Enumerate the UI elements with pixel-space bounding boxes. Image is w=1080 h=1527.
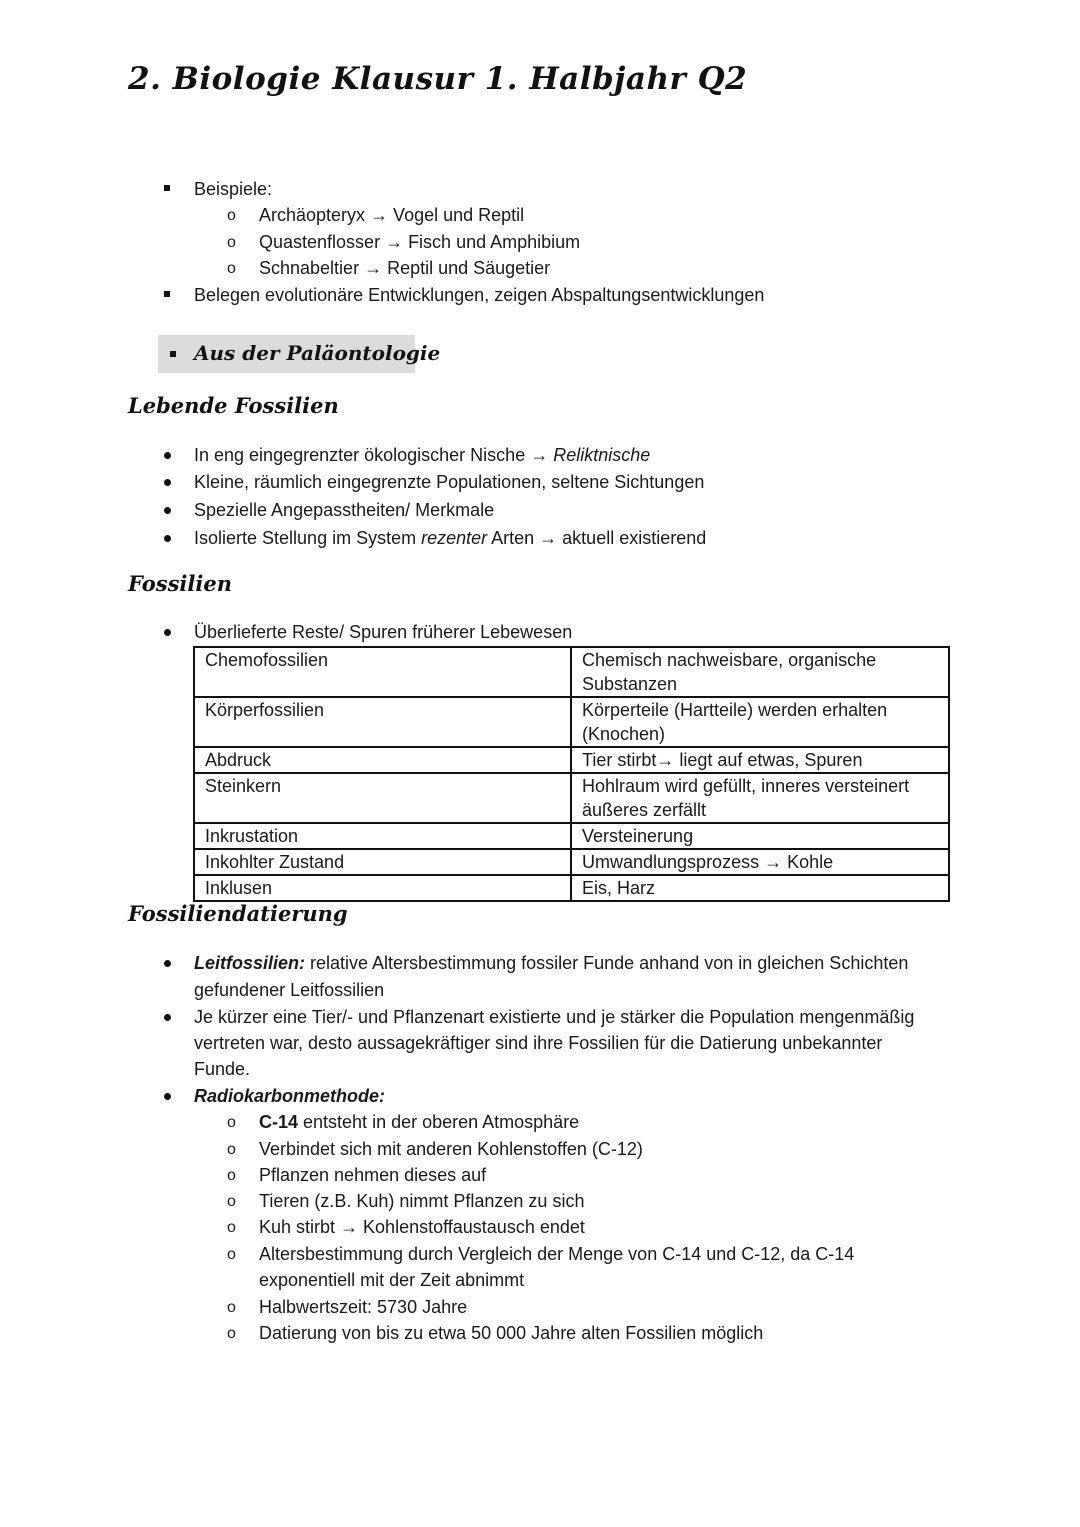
fossil-desc-cell: Versteinerung <box>571 823 949 849</box>
beispiel-item: Schnabeltier → Reptil und Säugetier <box>259 258 551 278</box>
fossil-desc-cell: Hohlraum wird gefüllt, inneres versteinert äußeres zerfällt <box>571 773 949 823</box>
dot-bullet-icon <box>164 1014 171 1021</box>
radiokarbon-item: C-14 entsteht in der oberen Atmosphäre <box>259 1112 580 1132</box>
fossiliendatierung-heading: Fossiliendatierung <box>128 901 348 926</box>
dot-bullet-icon <box>164 1093 171 1100</box>
fossil-desc-cell: Eis, Harz <box>571 875 949 901</box>
lebende-fossilien-heading: Lebende Fossilien <box>128 393 339 418</box>
circle-bullet-icon: o <box>227 1141 236 1158</box>
fossil-type-cell: Abdruck <box>194 747 571 773</box>
fossil-type-cell: Chemofossilien <box>194 647 571 697</box>
table-row <box>194 773 949 823</box>
dot-bullet-icon <box>164 479 171 486</box>
fossil-desc-cell: Umwandlungsprozess → Kohle <box>571 849 949 875</box>
radiokarbon-item: Halbwertszeit: 5730 Jahre <box>259 1297 468 1317</box>
circle-bullet-icon: o <box>227 1219 236 1236</box>
kurz-text: Je kürzer eine Tier/- und Pflanzenart existierte und je stärker die Population mengenmäßig <box>194 1007 915 1027</box>
leitfossilien-text: gefundener Leitfossilien <box>194 980 385 1000</box>
radiokarbon-label: Radiokarbonmethode: <box>194 1086 386 1106</box>
radiokarbon-item: Pflanzen nehmen dieses auf <box>259 1165 487 1185</box>
fossil-desc-cell: Körperteile (Hartteile) werden erhalten (Knochen) <box>571 697 949 747</box>
page-title: 2. Biologie Klausur 1. Halbjahr Q2 <box>128 61 748 97</box>
fossil-type-cell: Inkohlter Zustand <box>194 849 571 875</box>
table-row <box>194 697 949 747</box>
radiokarbon-item: Kuh stirbt → Kohlenstoffaustausch endet <box>259 1217 585 1237</box>
fossilien-table <box>193 646 950 902</box>
kurz-text: vertreten war, desto aussagekräftiger sind ihre Fossilien für die Datierung unbekannter <box>194 1033 883 1053</box>
fossil-type-cell: Inkrustation <box>194 823 571 849</box>
square-bullet-icon <box>164 291 170 297</box>
dot-bullet-icon <box>164 452 171 459</box>
fossil-type-cell: Steinkern <box>194 773 571 823</box>
fossil-desc-cell: Tier stirbt→ liegt auf etwas, Spuren <box>571 747 949 773</box>
fossilien-heading: Fossilien <box>128 571 232 596</box>
beispiel-item: Archäopteryx → Vogel und Reptil <box>259 205 525 225</box>
lebende-item: Kleine, räumlich eingegrenzte Populationen, seltene Sichtungen <box>194 472 705 492</box>
radiokarbon-item: Verbindet sich mit anderen Kohlenstoffen (C-12) <box>259 1139 643 1159</box>
radiokarbon-item: Altersbestimmung durch Vergleich der Menge von C-14 und C-12, da C-14 <box>259 1244 855 1264</box>
fossil-type-cell: Körperfossilien <box>194 697 571 747</box>
lebende-item: In eng eingegrenzter ökologischer Nische → Reliktnische <box>194 445 651 465</box>
table-row <box>194 875 949 901</box>
section-label: Aus der Paläontologie <box>194 341 441 365</box>
dot-bullet-icon <box>164 507 171 514</box>
table-row <box>194 747 949 773</box>
fossilien-intro: Überlieferte Reste/ Spuren früherer Lebewesen <box>194 622 573 642</box>
square-bullet-icon <box>170 351 176 357</box>
kurz-text: Funde. <box>194 1059 251 1079</box>
radiokarbon-item: Datierung von bis zu etwa 50 000 Jahre alten Fossilien möglich <box>259 1323 764 1343</box>
circle-bullet-icon: o <box>227 1325 236 1342</box>
circle-bullet-icon: o <box>227 260 236 277</box>
leitfossilien-text: Leitfossilien: relative Altersbestimmung fossiler Funde anhand von in gleichen Schichten <box>194 953 909 973</box>
radiokarbon-item: exponentiell mit der Zeit abnimmt <box>259 1270 525 1290</box>
beispiele-label: Beispiele: <box>194 179 273 199</box>
table-row <box>194 647 949 697</box>
fossil-type-cell: Inklusen <box>194 875 571 901</box>
belegen-text: Belegen evolutionäre Entwicklungen, zeigen Abspaltungsentwicklungen <box>194 285 765 305</box>
circle-bullet-icon: o <box>227 1246 236 1263</box>
dot-bullet-icon <box>164 629 171 636</box>
dot-bullet-icon <box>164 535 171 542</box>
fossil-desc-cell: Chemisch nachweisbare, organische Substanzen <box>571 647 949 697</box>
square-bullet-icon <box>164 185 170 191</box>
circle-bullet-icon: o <box>227 1299 236 1316</box>
circle-bullet-icon: o <box>227 234 236 251</box>
circle-bullet-icon: o <box>227 1114 236 1131</box>
beispiel-item: Quastenflosser → Fisch und Amphibium <box>259 232 581 252</box>
circle-bullet-icon: o <box>227 207 236 224</box>
circle-bullet-icon: o <box>227 1193 236 1210</box>
dot-bullet-icon <box>164 960 171 967</box>
lebende-item: Isolierte Stellung im System rezenter Arten → aktuell existierend <box>194 528 707 548</box>
lebende-item: Spezielle Angepasstheiten/ Merkmale <box>194 500 495 520</box>
radiokarbon-item: Tieren (z.B. Kuh) nimmt Pflanzen zu sich <box>259 1191 585 1211</box>
table-row <box>194 823 949 849</box>
circle-bullet-icon: o <box>227 1167 236 1184</box>
table-row <box>194 849 949 875</box>
